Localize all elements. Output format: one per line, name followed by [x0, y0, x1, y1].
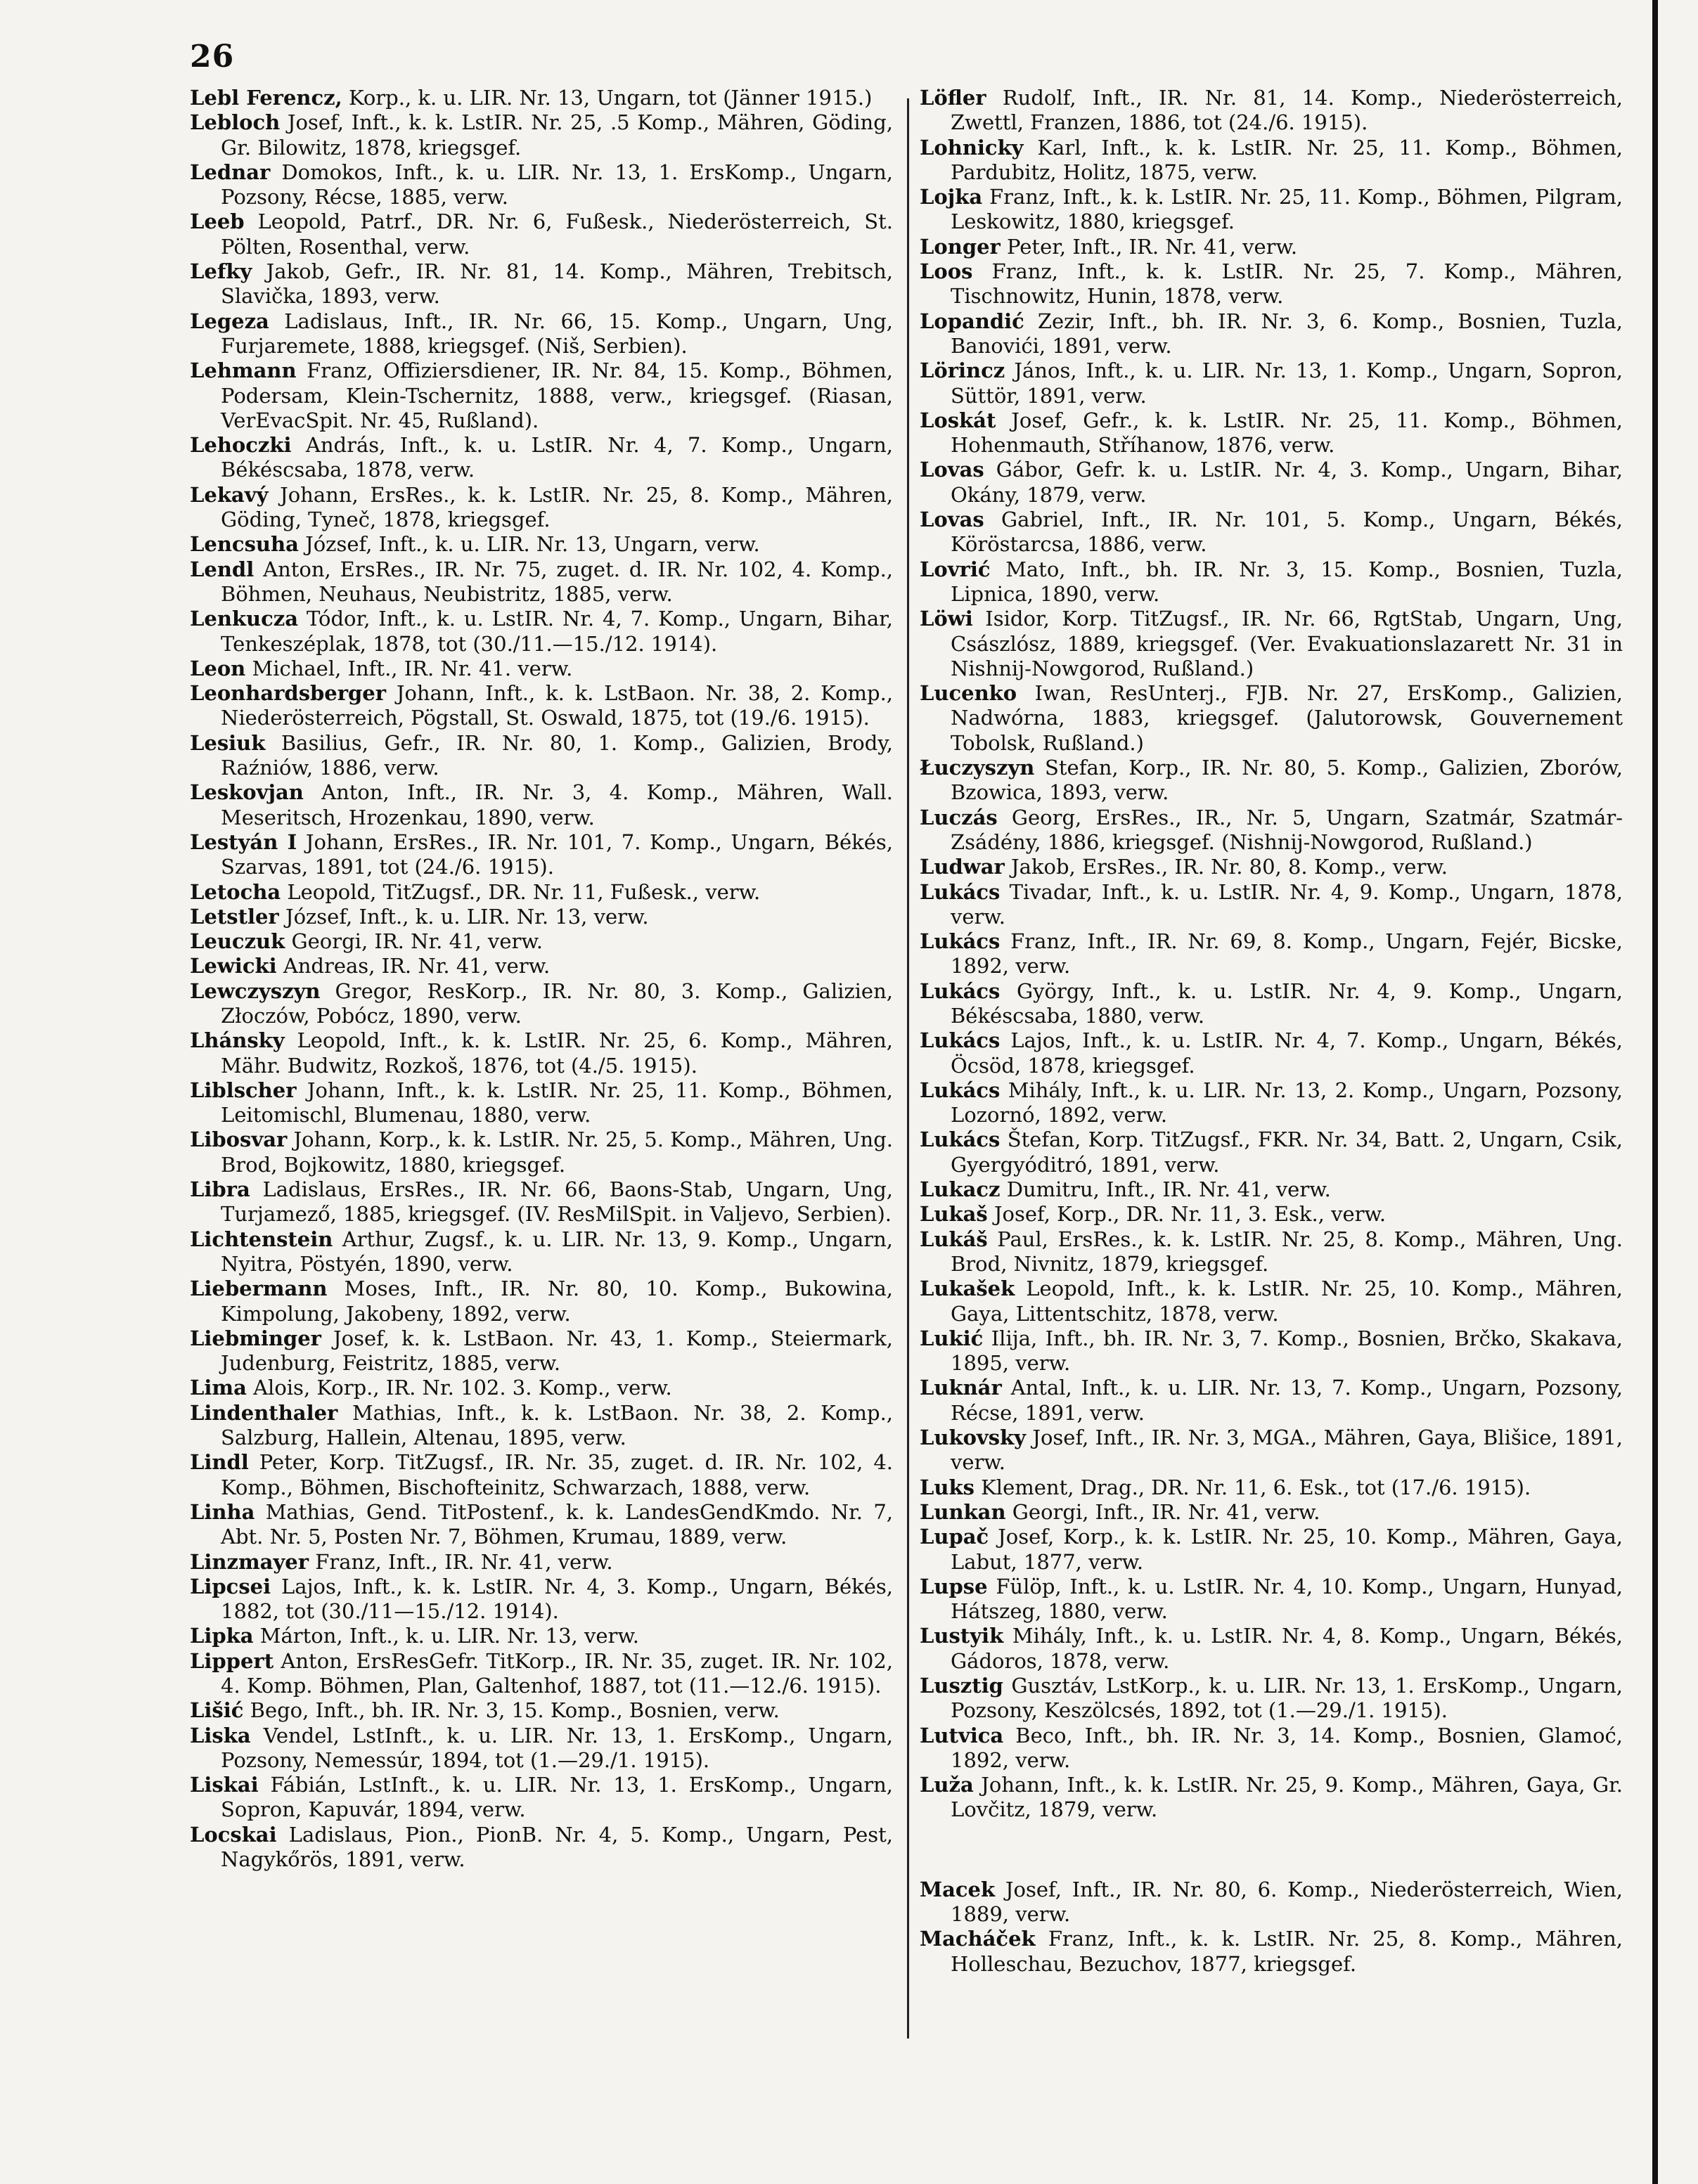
entry-details: Georgi, IR. Nr. 41, verw.	[291, 929, 543, 954]
entry-details: József, Inft., k. u. LIR. Nr. 13, Ungarn, verw.	[305, 532, 760, 557]
entry-details: Mathias, Gend. TitPostenf., k. k. LandesGendKmdo. Nr. 7, Abt. Nr. 5, Posten Nr. 7, Böhmen, Krumau, 1889, verw.	[221, 1499, 893, 1549]
entry-details: Georgi, Inft., IR. Nr. 41, verw.	[1012, 1499, 1320, 1524]
entry-details: Leopold, TitZugsf., DR. Nr. 11, Fußesk., verw.	[287, 879, 761, 904]
entry-surname: Lipcsei	[190, 1574, 271, 1598]
entry-surname: Lusztig	[920, 1674, 1003, 1698]
register-entry	[920, 1376, 1623, 1426]
register-entry	[920, 1878, 1623, 1927]
entry-details: Gregor, ResKorp., IR. Nr. 80, 3. Komp., Galizien, Złoczów, Pobócz, 1890, verw.	[221, 978, 893, 1028]
entry-surname: Lovas	[920, 458, 984, 482]
register-entry	[920, 1773, 1623, 1823]
entry-surname: Loos	[920, 259, 973, 284]
entry-details: Anton, ErsResGefr. TitKorp., IR. Nr. 35, zuget. IR. Nr. 102, 4. Komp. Böhmen, Plan, Galtenhof, 1887, tot (11.—12./6. 1915).	[221, 1648, 893, 1698]
register-entry	[190, 905, 893, 929]
register-entry	[920, 756, 1623, 806]
right-column	[920, 86, 1623, 1977]
entry-surname: Libosvar	[190, 1127, 288, 1152]
register-entry	[920, 806, 1623, 855]
register-entry	[920, 508, 1623, 557]
entry-details: Moses, Inft., IR. Nr. 80, 10. Komp., Bukowina, Kimpolung, Jakobeny, 1892, verw.	[221, 1277, 894, 1326]
entry-details: Karl, Inft., k. k. LstIR. Nr. 25, 11. Komp., Böhmen, Pardubitz, Holitz, 1875, verw.	[951, 135, 1623, 184]
entry-details: Korp., k. u. LIR. Nr. 13, Ungarn, tot (Jänner 1915.)	[348, 86, 873, 110]
register-entry	[920, 1078, 1623, 1128]
register-entry	[920, 929, 1623, 979]
entry-surname: Lhánsky	[190, 1028, 285, 1053]
register-entry	[920, 1525, 1623, 1575]
entry-surname: Lunkan	[920, 1499, 1006, 1524]
entry-surname: Lukacz	[920, 1177, 1001, 1202]
entry-surname: Lörincz	[920, 358, 1005, 383]
entry-surname: Lukovsky	[920, 1426, 1027, 1450]
entry-surname: Lukács	[920, 1078, 1001, 1102]
entry-surname: Lenkucza	[190, 607, 299, 631]
register-entry	[920, 1177, 1623, 1202]
entry-surname: Luks	[920, 1475, 975, 1499]
entry-surname: Lutvica	[920, 1723, 1004, 1747]
entry-details: Márton, Inft., k. u. LIR. Nr. 13, verw.	[259, 1624, 639, 1648]
entry-details: Mihály, Inft., k. u. LIR. Nr. 13, 2. Komp., Ungarn, Pozsony, Lozornó, 1892, verw.	[951, 1078, 1623, 1127]
entry-surname: Linha	[190, 1499, 255, 1524]
entry-details: Franz, Inft., k. k. LstIR. Nr. 25, 11. Komp., Böhmen, Pilgram, Leskowitz, 1880, kriegsgef.	[951, 185, 1623, 234]
entry-details: János, Inft., k. u. LIR. Nr. 13, 1. Komp., Ungarn, Sopron, Süttör, 1891, verw.	[951, 358, 1623, 408]
entry-details: Bego, Inft., bh. IR. Nr. 3, 15. Komp., Bosnien, verw.	[250, 1698, 780, 1723]
entry-surname: Lestyán I	[190, 829, 297, 854]
register-entry	[920, 1500, 1623, 1525]
entry-details: Franz, Inft., IR. Nr. 69, 8. Komp., Ungarn, Fejér, Bicske, 1892, verw.	[951, 929, 1623, 978]
page-edge	[1652, 0, 1658, 2184]
entry-surname: Leon	[190, 656, 246, 680]
entry-surname: Macháček	[920, 1927, 1036, 1951]
entry-details: Mathias, Inft., k. k. LstBaon. Nr. 38, 2. Komp., Salzburg, Hallein, Altenau, 1895, verw.	[221, 1400, 894, 1450]
register-entry	[190, 1698, 893, 1723]
entry-details: Gábor, Gefr. k. u. LstIR. Nr. 4, 3. Komp., Ungarn, Bihar, Okány, 1879, verw.	[951, 458, 1623, 507]
entry-details: Lajos, Inft., k. k. LstIR. Nr. 4, 3. Komp., Ungarn, Békés, 1882, tot (30./11—15./12. 1914).	[221, 1574, 893, 1624]
register-entry	[190, 358, 893, 433]
entry-surname: Lindenthaler	[190, 1400, 338, 1425]
register-entry	[920, 1724, 1623, 1773]
register-entry	[190, 1326, 893, 1376]
register-entry	[190, 532, 893, 557]
entry-surname: Łuczyszyn	[920, 756, 1035, 780]
entry-details: Leopold, Patrf., DR. Nr. 6, Fußesk., Niederösterreich, St. Pölten, Rosenthal, verw.	[221, 209, 893, 259]
entry-surname: Lebl Ferencz,	[190, 86, 342, 110]
register-entry	[920, 235, 1623, 259]
register-entry	[920, 681, 1623, 756]
entry-surname: Lukáš	[920, 1227, 988, 1251]
register-entry	[920, 1575, 1623, 1624]
entry-details: Štefan, Korp. TitZugsf., FKR. Nr. 34, Batt. 2, Ungarn, Csik, Gyergyóditró, 1891, verw.	[951, 1127, 1623, 1177]
entry-details: Basilius, Gefr., IR. Nr. 80, 1. Komp., Galizien, Brody, Raźniów, 1886, verw.	[221, 730, 894, 780]
register-entry	[920, 309, 1623, 359]
entry-surname: Leskovjan	[190, 780, 304, 805]
entry-surname: Libra	[190, 1177, 250, 1202]
entry-surname: Lewicki	[190, 954, 277, 978]
entry-details: Fábián, LstInft., k. u. LIR. Nr. 13, 1. ErsKomp., Ungarn, Sopron, Kapuvár, 1894, verw.	[221, 1773, 894, 1822]
register-entry	[190, 1277, 893, 1326]
entry-surname: Lesiuk	[190, 730, 266, 755]
register-entry	[920, 1326, 1623, 1376]
entry-details: Georg, ErsRes., IR., Nr. 5, Ungarn, Szatmár, Szatmár-Zsádény, 1886, kriegsgef. (Nishnij-Nowgorod, Rußland.)	[951, 805, 1623, 854]
entry-surname: Lukić	[920, 1326, 984, 1350]
register-entry	[190, 1773, 893, 1823]
entry-details: György, Inft., k. u. LstIR. Nr. 4, 9. Komp., Ungarn, Békéscsaba, 1880, verw.	[951, 978, 1623, 1028]
entry-details: Josef, k. k. LstBaon. Nr. 43, 1. Komp., Steiermark, Judenburg, Feistritz, 1885, verw.	[221, 1326, 893, 1376]
register-entry	[190, 880, 893, 905]
entry-details: Jakob, Gefr., IR. Nr. 81, 14. Komp., Mähren, Trebitsch, Slavička, 1893, verw.	[221, 259, 893, 309]
register-entry	[190, 1550, 893, 1575]
entry-surname: Lewczyszyn	[190, 978, 321, 1003]
entry-details: Franz, Offiziersdiener, IR. Nr. 84, 15. Komp., Böhmen, Podersam, Klein-Tschernitz, 1888, verw., kriegsgef. (Riasan, VerEvacSpit. Nr. 45, Rußland).	[221, 358, 893, 432]
entry-details: Johann, ErsRes., IR. Nr. 101, 7. Komp., Ungarn, Békés, Szarvas, 1891, tot (24./6. 1915).	[221, 829, 894, 879]
entry-details: Michael, Inft., IR. Nr. 41. verw.	[252, 656, 573, 680]
entry-details: Franz, Inft., IR. Nr. 41, verw.	[315, 1549, 613, 1574]
entry-details: Josef, Inft., k. k. LstIR. Nr. 25, .5 Komp., Mähren, Göding, Gr. Bilowitz, 1878, kriegsgef.	[221, 110, 894, 160]
entry-surname: Lippert	[190, 1648, 274, 1673]
entry-surname: Lopandić	[920, 309, 1024, 333]
entry-details: Gabriel, Inft., IR. Nr. 101, 5. Komp., Ungarn, Békés, Köröstarcsa, 1886, verw.	[951, 508, 1623, 557]
entry-details: Alois, Korp., IR. Nr. 102. 3. Komp., verw.	[253, 1376, 672, 1400]
entry-surname: Lupač	[920, 1525, 989, 1549]
register-entry	[920, 86, 1623, 136]
entry-details: Tivadar, Inft., k. u. LstIR. Nr. 4, 9. Komp., Ungarn, 1878, verw.	[951, 879, 1623, 929]
register-entry	[190, 160, 893, 210]
entry-details: Jakob, ErsRes., IR. Nr. 80, 8. Komp., verw.	[1011, 855, 1448, 879]
entry-surname: Liblscher	[190, 1078, 297, 1102]
register-entry	[190, 483, 893, 533]
register-entry	[190, 309, 893, 359]
register-entry	[190, 1227, 893, 1277]
entry-details: Arthur, Zugsf., k. u. LIR. Nr. 13, 9. Komp., Ungarn, Nyitra, Pöstyén, 1890, verw.	[221, 1227, 893, 1276]
entry-surname: Leeb	[190, 209, 245, 234]
register-entry	[190, 86, 893, 110]
entry-surname: Liskai	[190, 1773, 259, 1797]
register-entry	[190, 1624, 893, 1648]
entry-surname: Lukács	[920, 879, 1001, 904]
entry-surname: Letstler	[190, 904, 279, 929]
entry-details: Lajos, Inft., k. u. LstIR. Nr. 4, 7. Komp., Ungarn, Békés, Öcsöd, 1878, kriegsgef.	[951, 1028, 1623, 1078]
entry-details: Johann, ErsRes., k. k. LstIR. Nr. 25, 8. Komp., Mähren, Göding, Tyneč, 1878, kriegsgef.	[221, 482, 893, 532]
register-entry	[190, 557, 893, 607]
entry-details: Paul, ErsRes., k. k. LstIR. Nr. 25, 8. Komp., Mähren, Ung. Brod, Nivnitz, 1879, kriegsgef.	[951, 1227, 1623, 1276]
entry-details: Josef, Korp., DR. Nr. 11, 3. Esk., verw.	[993, 1202, 1387, 1227]
entry-surname: Lustyik	[920, 1624, 1004, 1648]
register-entry	[190, 830, 893, 880]
entry-surname: Liebminger	[190, 1326, 321, 1350]
entry-details: Josef, Inft., IR. Nr. 3, MGA., Mähren, Gaya, Blišice, 1891, verw.	[951, 1426, 1623, 1475]
entry-surname: Lupse	[920, 1574, 988, 1598]
entry-details: József, Inft., k. u. LIR. Nr. 13, verw.	[285, 904, 649, 929]
entry-surname: Macek	[920, 1877, 996, 1901]
entry-surname: Ludwar	[920, 855, 1005, 879]
register-entry	[920, 880, 1623, 930]
entry-details: Josef, Gefr., k. k. LstIR. Nr. 25, 11. Komp., Böhmen, Hohenmauth, Stříhanow, 1876, verw.	[951, 408, 1623, 458]
entry-surname: Lukács	[920, 929, 1001, 954]
entry-details: Johann, Korp., k. k. LstIR. Nr. 25, 5. Komp., Mähren, Ung. Brod, Bojkowitz, 1880, kriegsgef.	[221, 1127, 894, 1177]
entry-surname: Lohnicky	[920, 135, 1024, 160]
register-entry	[190, 731, 893, 781]
register-entry	[920, 259, 1623, 309]
entry-details: Josef, Korp., k. k. LstIR. Nr. 25, 10. Komp., Mähren, Gaya, Labut, 1877, verw.	[951, 1525, 1623, 1574]
register-entry	[190, 1376, 893, 1400]
entry-surname: Lukács	[920, 1127, 1001, 1152]
entry-surname: Liska	[190, 1723, 251, 1747]
register-entry	[190, 1078, 893, 1128]
entry-details: Antal, Inft., k. u. LIR. Nr. 13, 7. Komp., Ungarn, Pozsony, Récse, 1891, verw.	[951, 1376, 1623, 1425]
register-entry	[920, 358, 1623, 408]
register-entry	[190, 209, 893, 259]
register-entry	[190, 979, 893, 1029]
entry-details: András, Inft., k. u. LstIR. Nr. 4, 7. Komp., Ungarn, Békéscsaba, 1878, verw.	[221, 433, 894, 482]
entry-surname: Leuczuk	[190, 929, 285, 954]
register-entry	[190, 1724, 893, 1773]
entry-details: Iwan, ResUnterj., FJB. Nr. 27, ErsKomp., Galizien, Nadwórna, 1883, kriegsgef. (Jalutorowsk, Gouvernement Tobolsk, Rußland.)	[951, 681, 1623, 755]
entry-surname: Lucenko	[920, 681, 1017, 706]
register-entry	[190, 954, 893, 978]
entry-details: Johann, Inft., k. k. LstBaon. Nr. 38, 2. Komp., Niederösterreich, Pögstall, St. Oswald, 1875, tot (19./6. 1915).	[221, 681, 894, 730]
entry-details: Johann, Inft., k. k. LstIR. Nr. 25, 9. Komp., Mähren, Gaya, Gr. Lovčitz, 1879, verw.	[951, 1773, 1623, 1822]
register-entry	[190, 780, 893, 830]
entry-surname: Liebermann	[190, 1277, 328, 1301]
entry-details: Beco, Inft., bh. IR. Nr. 3, 14. Komp., Bosnien, Glamoć, 1892, verw.	[951, 1723, 1623, 1772]
register-entry	[920, 1426, 1623, 1475]
entry-details: Peter, Inft., IR. Nr. 41, verw.	[1007, 234, 1298, 259]
entry-surname: Lehoczki	[190, 433, 292, 458]
register-entry	[190, 1401, 893, 1451]
entry-surname: Lovas	[920, 508, 984, 532]
register-entry	[190, 110, 893, 160]
entry-surname: Lekavý	[190, 482, 269, 507]
register-entry	[920, 408, 1623, 458]
entry-surname: Lindl	[190, 1450, 249, 1475]
register-entry	[190, 1500, 893, 1550]
register-entry	[190, 1450, 893, 1500]
entry-details: Domokos, Inft., k. u. LIR. Nr. 13, 1. ErsKomp., Ungarn, Pozsony, Récse, 1885, verw.	[221, 160, 894, 209]
entry-surname: Lencsuha	[190, 532, 299, 557]
entry-details: Gusztáv, LstKorp., k. u. LIR. Nr. 13, 1. ErsKomp., Ungarn, Pozsony, Keszölcsés, 1892, tot (1.—29./1. 1915).	[951, 1674, 1623, 1723]
entry-surname: Löfler	[920, 86, 986, 110]
register-entry	[190, 1028, 893, 1078]
entry-surname: Lednar	[190, 160, 271, 184]
entry-surname: Lukaš	[920, 1202, 988, 1227]
entry-surname: Lipka	[190, 1624, 254, 1648]
entry-surname: Lebloch	[190, 110, 281, 135]
entry-surname: Lukács	[920, 1028, 1001, 1053]
entry-details: Klement, Drag., DR. Nr. 11, 6. Esk., tot (17./6. 1915).	[981, 1475, 1531, 1499]
entry-surname: Luža	[920, 1773, 974, 1797]
entry-details: Mihály, Inft., k. u. LstIR. Nr. 4, 8. Komp., Ungarn, Békés, Gádoros, 1878, verw.	[951, 1624, 1623, 1673]
entry-details: Ladislaus, Pion., PionB. Nr. 4, 5. Komp., Ungarn, Pest, Nagykőrös, 1891, verw.	[221, 1822, 894, 1872]
register-entry	[190, 929, 893, 954]
entry-surname: Lima	[190, 1376, 247, 1400]
entry-details: Leopold, Inft., k. k. LstIR. Nr. 25, 6. Komp., Mähren, Mähr. Budwitz, Rozkoš, 1876, tot (4./5. 1915).	[221, 1028, 893, 1078]
register-entry	[920, 1028, 1623, 1078]
register-entry	[190, 1177, 893, 1227]
column-divider	[907, 98, 909, 2038]
register-entry	[920, 855, 1623, 879]
register-entry	[920, 1127, 1623, 1177]
entry-details: Franz, Inft., k. k. LstIR. Nr. 25, 7. Komp., Mähren, Tischnowitz, Hunin, 1878, verw.	[951, 259, 1623, 309]
entry-details: Andreas, IR. Nr. 41, verw.	[283, 954, 551, 978]
register-entry	[190, 657, 893, 681]
entry-surname: Lendl	[190, 557, 255, 581]
entry-surname: Lukács	[920, 978, 1001, 1003]
entry-details: Leopold, Inft., k. k. LstIR. Nr. 25, 10. Komp., Mähren, Gaya, Littentschitz, 1878, verw.	[951, 1277, 1623, 1326]
entry-details: Anton, Inft., IR. Nr. 3, 4. Komp., Mähren, Wall. Meseritsch, Hrozenkau, 1890, verw.	[221, 780, 894, 829]
register-entry	[190, 1649, 893, 1699]
register-entry	[920, 136, 1623, 186]
entry-surname: Linzmayer	[190, 1549, 309, 1574]
register-entry	[920, 1624, 1623, 1674]
entry-surname: Lojka	[920, 185, 983, 209]
register-entry	[920, 1475, 1623, 1500]
register-entry	[920, 185, 1623, 235]
page-number: 26	[190, 39, 235, 75]
register-entry	[920, 979, 1623, 1029]
entry-surname: Lefky	[190, 259, 252, 284]
register-entry	[920, 557, 1623, 607]
entry-details: Franz, Inft., k. k. LstIR. Nr. 25, 8. Komp., Mähren, Holleschau, Bezuchov, 1877, kriegsgef.	[951, 1927, 1623, 1976]
register-entry	[190, 259, 893, 309]
entry-surname: Longer	[920, 234, 1001, 259]
register-entry	[920, 1227, 1623, 1277]
entry-details: Mato, Inft., bh. IR. Nr. 3, 15. Komp., Bosnien, Tuzla, Lipnica, 1890, verw.	[951, 557, 1623, 606]
left-column	[190, 86, 893, 1872]
entry-details: Johann, Inft., k. k. LstIR. Nr. 25, 11. Komp., Böhmen, Leitomischl, Blumenau, 1880, verw.	[221, 1078, 893, 1127]
register-entry	[190, 607, 893, 657]
entry-surname: Luknár	[920, 1376, 1002, 1400]
entry-surname: Leonhardsberger	[190, 681, 387, 706]
register-entry	[920, 1674, 1623, 1724]
register-entry	[190, 1127, 893, 1177]
register-entry	[190, 1575, 893, 1624]
entry-surname: Lišić	[190, 1698, 244, 1723]
entry-surname: Lovrić	[920, 557, 991, 581]
entry-details: Ilija, Inft., bh. IR. Nr. 3, 7. Komp., Bosnien, Brčko, Skakava, 1895, verw.	[951, 1326, 1623, 1376]
entry-surname: Legeza	[190, 309, 269, 333]
entry-surname: Lehmann	[190, 358, 297, 383]
register-entry	[920, 1927, 1623, 1977]
entry-details: Isidor, Korp. TitZugsf., IR. Nr. 66, RgtStab, Ungarn, Ung, Császlósz, 1889, kriegsgef. (Ver. Evakuationslazarett Nr. 31 in Nishnij-Nowgorod, Rußland.)	[951, 607, 1623, 680]
entry-surname: Löwi	[920, 607, 973, 631]
section-gap	[920, 1823, 1623, 1878]
entry-details: Dumitru, Inft., IR. Nr. 41, verw.	[1006, 1177, 1331, 1202]
entry-surname: Letocha	[190, 879, 281, 904]
entry-details: Ladislaus, ErsRes., IR. Nr. 66, Baons-Stab, Ungarn, Ung, Turjamező, 1885, kriegsgef. (IV. ResMilSpit. in Valjevo, Serbien).	[221, 1177, 893, 1227]
entry-surname: Lichtenstein	[190, 1227, 333, 1251]
entry-details: Josef, Inft., IR. Nr. 80, 6. Komp., Niederösterreich, Wien, 1889, verw.	[951, 1877, 1623, 1927]
entry-surname: Locskai	[190, 1822, 277, 1847]
register-entry	[920, 607, 1623, 681]
entry-details: Ladislaus, Inft., IR. Nr. 66, 15. Komp., Ungarn, Ung, Furjaremete, 1888, kriegsgef. (Niš, Serbien).	[221, 309, 894, 358]
register-entry	[920, 1277, 1623, 1326]
entry-details: Tódor, Inft., k. u. LstIR. Nr. 4, 7. Komp., Ungarn, Bihar, Tenkeszéplak, 1878, tot (30./11.—15./12. 1914).	[221, 607, 893, 656]
register-entry	[190, 681, 893, 731]
entry-details: Anton, ErsRes., IR. Nr. 75, zuget. d. IR. Nr. 102, 4. Komp., Böhmen, Neuhaus, Neubistritz, 1885, verw.	[221, 557, 894, 606]
entry-surname: Loskát	[920, 408, 996, 432]
register-entry	[920, 1202, 1623, 1227]
register-entry	[190, 1823, 893, 1873]
entry-details: Zezir, Inft., bh. IR. Nr. 3, 6. Komp., Bosnien, Tuzla, Banovići, 1891, verw.	[951, 309, 1623, 358]
entry-details: Vendel, LstInft., k. u. LIR. Nr. 13, 1. ErsKomp., Ungarn, Pozsony, Nemessúr, 1894, tot (1.—29./1. 1915).	[221, 1723, 894, 1772]
entry-details: Peter, Korp. TitZugsf., IR. Nr. 35, zuget. d. IR. Nr. 102, 4. Komp., Böhmen, Bischofteinitz, Schwarzach, 1888, verw.	[221, 1450, 893, 1499]
entry-details: Rudolf, Inft., IR. Nr. 81, 14. Komp., Niederösterreich, Zwettl, Franzen, 1886, tot (24./6. 1915).	[951, 86, 1623, 135]
entry-details: Fülöp, Inft., k. u. LstIR. Nr. 4, 10. Komp., Ungarn, Hunyad, Hátszeg, 1880, verw.	[951, 1574, 1623, 1624]
entry-surname: Lukašek	[920, 1277, 1015, 1301]
register-entry	[920, 458, 1623, 508]
entry-surname: Luczás	[920, 805, 998, 829]
register-entry	[190, 433, 893, 483]
entry-details: Stefan, Korp., IR. Nr. 80, 5. Komp., Galizien, Zborów, Bzowica, 1893, verw.	[951, 756, 1623, 805]
